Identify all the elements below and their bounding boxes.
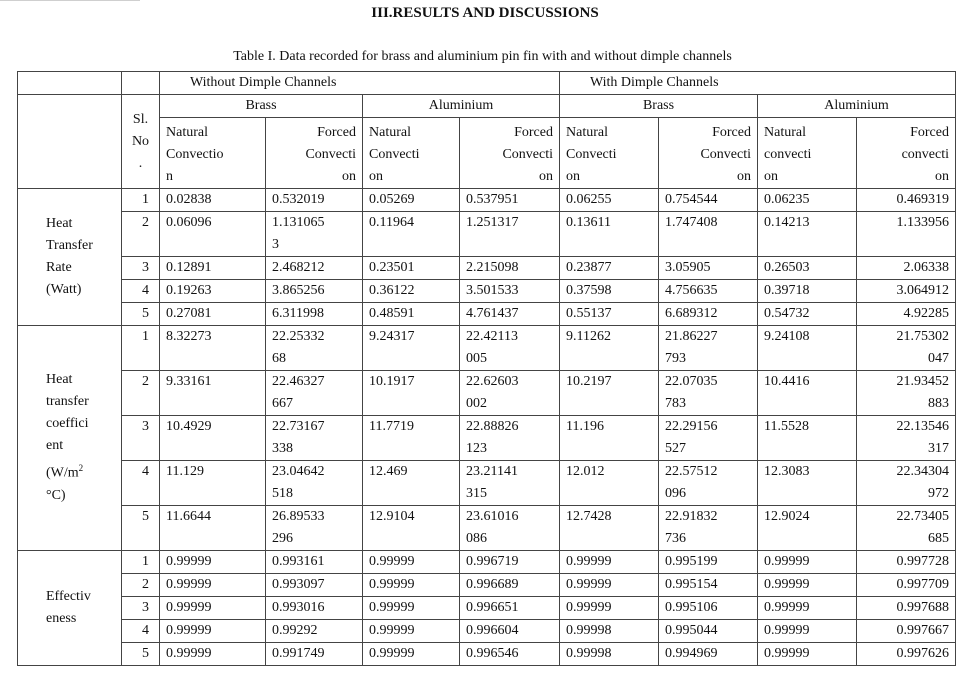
table-cell: 0.48591 bbox=[363, 303, 460, 326]
table-cell: 22.57512 096 bbox=[659, 461, 758, 506]
condition-header-0: Natural Convectio n bbox=[160, 118, 266, 189]
table-cell: 0.13611 bbox=[560, 212, 659, 257]
parameter-label: Heat transfer coeffici ent ($W/m^2$ °C) bbox=[18, 326, 122, 551]
table-cell: 12.012 bbox=[560, 461, 659, 506]
table-cell: 0.99999 bbox=[160, 643, 266, 666]
sl-number: 2 bbox=[122, 212, 160, 257]
table-cell: 0.99999 bbox=[758, 620, 857, 643]
table-cell: 0.754544 bbox=[659, 189, 758, 212]
condition-header-5: Forced Convecti on bbox=[659, 118, 758, 189]
table-cell: 0.469319 bbox=[857, 189, 956, 212]
table-cell: 0.06235 bbox=[758, 189, 857, 212]
table-cell: 12.3083 bbox=[758, 461, 857, 506]
table-cell: 10.4929 bbox=[160, 416, 266, 461]
table-cell: 22.46327 667 bbox=[266, 371, 363, 416]
results-table bbox=[17, 71, 956, 666]
table-cell: 22.88826 123 bbox=[460, 416, 560, 461]
results-table-body bbox=[18, 72, 956, 666]
table-cell: 4.92285 bbox=[857, 303, 956, 326]
table-cell: 0.532019 bbox=[266, 189, 363, 212]
condition-header-3: Forced Convecti on bbox=[460, 118, 560, 189]
table-row bbox=[18, 506, 956, 551]
table-cell: 22.34304 972 bbox=[857, 461, 956, 506]
table-row bbox=[18, 257, 956, 280]
table-cell: 1.251317 bbox=[460, 212, 560, 257]
table-row bbox=[18, 620, 956, 643]
table-cell: 22.73167 338 bbox=[266, 416, 363, 461]
table-cell: 12.7428 bbox=[560, 506, 659, 551]
condition-header-4: Natural Convecti on bbox=[560, 118, 659, 189]
table-cell: 0.993097 bbox=[266, 574, 363, 597]
table-cell: 1.747408 bbox=[659, 212, 758, 257]
table-row bbox=[18, 371, 956, 416]
table-cell: 0.99999 bbox=[758, 551, 857, 574]
sl-number: 3 bbox=[122, 597, 160, 620]
table-cell: 0.05269 bbox=[363, 189, 460, 212]
group-without-dimple: Without Dimple Channels bbox=[160, 72, 560, 95]
table-row bbox=[18, 189, 956, 212]
table-cell: 0.99999 bbox=[758, 597, 857, 620]
table-cell: 22.91832 736 bbox=[659, 506, 758, 551]
sl-number: 1 bbox=[122, 551, 160, 574]
table-cell: 0.23877 bbox=[560, 257, 659, 280]
table-row bbox=[18, 643, 956, 666]
sl-no-header: Sl. No . bbox=[122, 95, 160, 189]
table-cell: 26.89533 296 bbox=[266, 506, 363, 551]
table-row bbox=[18, 461, 956, 506]
table-cell: 2.215098 bbox=[460, 257, 560, 280]
table-cell: 3.05905 bbox=[659, 257, 758, 280]
table-cell: 12.9024 bbox=[758, 506, 857, 551]
material-aluminium-without: Aluminium bbox=[363, 95, 560, 118]
table-cell: 0.26503 bbox=[758, 257, 857, 280]
table-cell: 0.54732 bbox=[758, 303, 857, 326]
table-cell: 0.99999 bbox=[363, 597, 460, 620]
table-cell: 11.5528 bbox=[758, 416, 857, 461]
table-cell: 0.996689 bbox=[460, 574, 560, 597]
table-cell: 0.996546 bbox=[460, 643, 560, 666]
sl-number: 5 bbox=[122, 506, 160, 551]
table-cell: 11.6644 bbox=[160, 506, 266, 551]
material-brass-with: Brass bbox=[560, 95, 758, 118]
table-cell: 0.997709 bbox=[857, 574, 956, 597]
table-cell: 22.42113 005 bbox=[460, 326, 560, 371]
table-row bbox=[18, 551, 956, 574]
table-cell: 11.196 bbox=[560, 416, 659, 461]
table-cell: 0.12891 bbox=[160, 257, 266, 280]
table-cell: 10.2197 bbox=[560, 371, 659, 416]
table-cell: 21.75302 047 bbox=[857, 326, 956, 371]
table-cell: 0.537951 bbox=[460, 189, 560, 212]
group-header-row bbox=[18, 72, 956, 95]
table-cell: 10.1917 bbox=[363, 371, 460, 416]
table-cell: 0.99999 bbox=[160, 620, 266, 643]
table-cell: 23.61016 086 bbox=[460, 506, 560, 551]
table-cell: 23.21141 315 bbox=[460, 461, 560, 506]
table-cell: 21.86227 793 bbox=[659, 326, 758, 371]
table-cell: 0.99999 bbox=[160, 551, 266, 574]
table-cell: 23.04642 518 bbox=[266, 461, 363, 506]
table-cell: 0.99999 bbox=[363, 551, 460, 574]
table-cell: 9.11262 bbox=[560, 326, 659, 371]
condition-header-1: Forced Convecti on bbox=[266, 118, 363, 189]
table-cell: 11.7719 bbox=[363, 416, 460, 461]
table-cell: 9.33161 bbox=[160, 371, 266, 416]
table-row bbox=[18, 326, 956, 371]
material-aluminium-with: Aluminium bbox=[758, 95, 956, 118]
table-cell: 0.995044 bbox=[659, 620, 758, 643]
table-cell: 4.756635 bbox=[659, 280, 758, 303]
group-with-dimple: With Dimple Channels bbox=[560, 72, 956, 95]
sl-number: 1 bbox=[122, 326, 160, 371]
table-cell: 0.997728 bbox=[857, 551, 956, 574]
table-row bbox=[18, 597, 956, 620]
param-header-cell bbox=[18, 95, 122, 189]
table-cell: 2.468212 bbox=[266, 257, 363, 280]
table-cell: 0.02838 bbox=[160, 189, 266, 212]
sl-number: 5 bbox=[122, 643, 160, 666]
table-cell: 0.11964 bbox=[363, 212, 460, 257]
sl-number: 2 bbox=[122, 371, 160, 416]
table-cell: 0.99999 bbox=[363, 574, 460, 597]
table-cell: 22.62603 002 bbox=[460, 371, 560, 416]
sl-number: 4 bbox=[122, 620, 160, 643]
table-cell: 0.995199 bbox=[659, 551, 758, 574]
condition-header-2: Natural Convecti on bbox=[363, 118, 460, 189]
table-cell: 6.689312 bbox=[659, 303, 758, 326]
table-cell: 0.996604 bbox=[460, 620, 560, 643]
table-cell: 0.99998 bbox=[560, 643, 659, 666]
corner-cell bbox=[18, 72, 122, 95]
table-cell: 1.131065 3 bbox=[266, 212, 363, 257]
table-cell: 3.865256 bbox=[266, 280, 363, 303]
table-cell: 1.133956 bbox=[857, 212, 956, 257]
sl-number: 3 bbox=[122, 257, 160, 280]
parameter-label: Heat Transfer Rate (Watt) bbox=[18, 189, 122, 326]
sl-number: 4 bbox=[122, 461, 160, 506]
table-cell: 0.99998 bbox=[560, 620, 659, 643]
table-cell: 0.19263 bbox=[160, 280, 266, 303]
table-cell: 0.99999 bbox=[560, 551, 659, 574]
table-row bbox=[18, 280, 956, 303]
table-cell: 0.99999 bbox=[560, 597, 659, 620]
material-brass-without: Brass bbox=[160, 95, 363, 118]
table-cell: 8.32273 bbox=[160, 326, 266, 371]
table-cell: 9.24108 bbox=[758, 326, 857, 371]
condition-header-6: Natural convecti on bbox=[758, 118, 857, 189]
table-cell: 0.996719 bbox=[460, 551, 560, 574]
corner-cell-sl bbox=[122, 72, 160, 95]
table-cell: 0.37598 bbox=[560, 280, 659, 303]
table-cell: 0.991749 bbox=[266, 643, 363, 666]
material-header-row bbox=[18, 95, 956, 118]
table-cell: 10.4416 bbox=[758, 371, 857, 416]
table-caption: Table I. Data recorded for brass and aluminium pin fin with and without dimple channels bbox=[233, 49, 732, 64]
table-cell: 21.93452 883 bbox=[857, 371, 956, 416]
table-cell: 0.995154 bbox=[659, 574, 758, 597]
table-row bbox=[18, 303, 956, 326]
table-cell: 0.27081 bbox=[160, 303, 266, 326]
sl-number: 1 bbox=[122, 189, 160, 212]
table-cell: 0.99999 bbox=[160, 597, 266, 620]
table-cell: 22.07035 783 bbox=[659, 371, 758, 416]
table-cell: 0.99999 bbox=[758, 574, 857, 597]
table-cell: 4.761437 bbox=[460, 303, 560, 326]
table-cell: 9.24317 bbox=[363, 326, 460, 371]
table-cell: 0.996651 bbox=[460, 597, 560, 620]
table-cell: 22.13546 317 bbox=[857, 416, 956, 461]
top-rule bbox=[0, 0, 140, 1]
parameter-label: Effectiv eness bbox=[18, 551, 122, 666]
table-row bbox=[18, 212, 956, 257]
table-cell: 0.99999 bbox=[363, 643, 460, 666]
table-cell: 0.997626 bbox=[857, 643, 956, 666]
table-cell: 22.73405 685 bbox=[857, 506, 956, 551]
table-cell: 0.06255 bbox=[560, 189, 659, 212]
table-cell: 0.993161 bbox=[266, 551, 363, 574]
table-cell: 0.36122 bbox=[363, 280, 460, 303]
table-cell: 0.997688 bbox=[857, 597, 956, 620]
table-cell: 6.311998 bbox=[266, 303, 363, 326]
table-cell: 3.064912 bbox=[857, 280, 956, 303]
sl-number: 5 bbox=[122, 303, 160, 326]
table-cell: 0.994969 bbox=[659, 643, 758, 666]
table-cell: 0.99292 bbox=[266, 620, 363, 643]
sl-number: 3 bbox=[122, 416, 160, 461]
table-cell: 12.469 bbox=[363, 461, 460, 506]
sl-number: 2 bbox=[122, 574, 160, 597]
table-cell: 3.501533 bbox=[460, 280, 560, 303]
condition-header-7: Forced convecti on bbox=[857, 118, 956, 189]
table-cell: 22.25332 68 bbox=[266, 326, 363, 371]
table-cell: 0.06096 bbox=[160, 212, 266, 257]
table-cell: 12.9104 bbox=[363, 506, 460, 551]
table-cell: 0.99999 bbox=[160, 574, 266, 597]
table-cell: 2.06338 bbox=[857, 257, 956, 280]
table-cell: 22.29156 527 bbox=[659, 416, 758, 461]
table-cell: 0.23501 bbox=[363, 257, 460, 280]
table-cell: 0.995106 bbox=[659, 597, 758, 620]
table-cell: 0.39718 bbox=[758, 280, 857, 303]
table-cell: 0.997667 bbox=[857, 620, 956, 643]
section-heading: III.RESULTS AND DISCUSSIONS bbox=[371, 5, 599, 21]
table-cell: 0.993016 bbox=[266, 597, 363, 620]
table-row bbox=[18, 574, 956, 597]
table-cell: 0.99999 bbox=[560, 574, 659, 597]
sl-number: 4 bbox=[122, 280, 160, 303]
table-row bbox=[18, 416, 956, 461]
table-cell: 0.99999 bbox=[363, 620, 460, 643]
table-cell: 11.129 bbox=[160, 461, 266, 506]
table-cell: 0.14213 bbox=[758, 212, 857, 257]
table-cell: 0.55137 bbox=[560, 303, 659, 326]
table-cell: 0.99999 bbox=[758, 643, 857, 666]
